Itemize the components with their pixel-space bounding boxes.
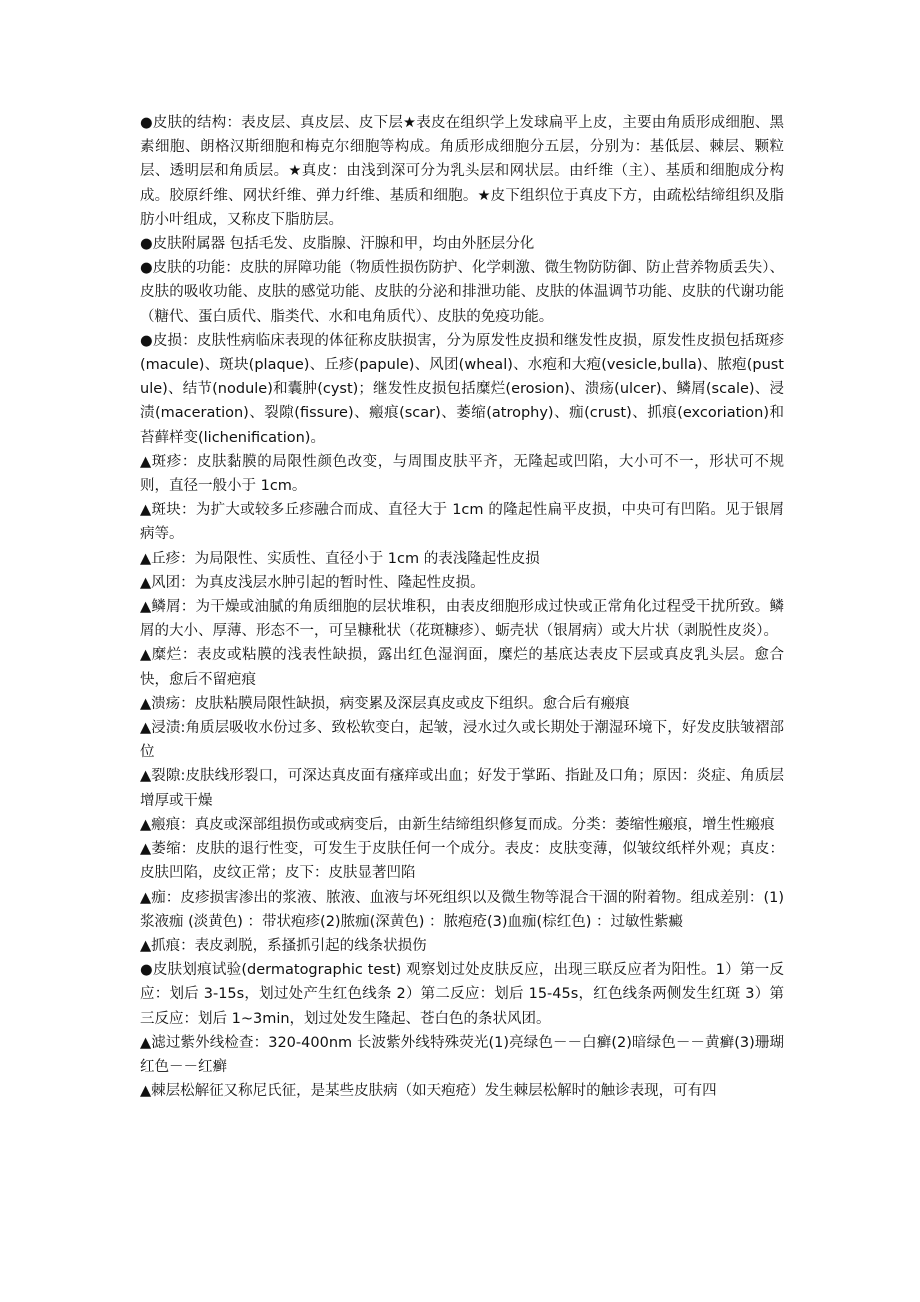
paragraph-atrophy: ▲萎缩：皮肤的退行性变，可发生于皮肤任何一个成分。表皮：皮肤变薄，似皱纹纸样外观；真皮：皮肤凹陷，皮纹正常；皮下：皮肤显著凹陷 xyxy=(140,841,784,882)
paragraph-crust: ▲痂：皮疹损害渗出的浆液、脓液、血液与坏死组织以及微生物等混合干涸的附着物。组成差别：(1)浆液痂 (淡黄色) ：带状疱疹(2)脓痂(深黄色) ：脓疱疮(3)血痂(棕红色) ：过敏性紫癜 xyxy=(140,889,784,930)
paragraph-skin-lesions: ●皮损：皮肤性病临床表现的体征称皮肤损害，分为原发性皮损和继发性皮损，原发性皮损包括斑疹(macule)、斑块(plaque)、丘疹(papule)、风团(wheal)、水疱和大疱(vesicle,bulla)、脓疱(pustule)、结节(nodule)和囊肿(cyst)；继发性皮损包括糜烂(erosion)、溃疡(ulcer)、鳞屑(scale)、浸渍(maceration)、裂隙(fissure)、瘢痕(scar)、萎缩(atrophy)、痂(crust)、抓痕(excoriation)和苔藓样变(lichenification)。 xyxy=(140,332,784,446)
paragraph-erosion: ▲糜烂：表皮或粘膜的浅表性缺损，露出红色湿润面，糜烂的基底达表皮下层或真皮乳头层。愈合快，愈后不留疤痕 xyxy=(140,647,784,688)
paragraph-skin-functions: ●皮肤的功能：皮肤的屏障功能（物质性损伤防护、化学刺激、微生物防防御、防止营养物质丢失）、皮肤的吸收功能、皮肤的感觉功能、皮肤的分泌和排泄功能、皮肤的体温调节功能、皮肤的代谢功能（糖代、蛋白质代、脂类代、水和电角质代）、皮肤的免疫功能。 xyxy=(140,260,784,325)
paragraph-scar: ▲瘢痕：真皮或深部组损伤或或病变后，由新生结缔组织修复而成。分类：萎缩性瘢痕，增生性瘢痕 xyxy=(140,816,775,833)
paragraph-skin-structure: ●皮肤的结构：表皮层、真皮层、皮下层★表皮在组织学上发球扁平上皮，主要由角质形成细胞、黑素细胞、朗格汉斯细胞和梅克尔细胞等构成。角质形成细胞分五层，分别为：基低层、棘层、颗粒层、透明层和角质层。★真皮：由浅到深可分为乳头层和网状层。由纤维（主）、基质和细胞成分构成。胶原纤维、网状纤维、弹力纤维、基质和细胞。★皮下组织位于真皮下方，由疏松结缔组织及脂肪小叶组成，又称皮下脂肪层。 xyxy=(140,115,784,228)
document-body xyxy=(140,111,784,1103)
paragraph-scale: ▲鳞屑：为干燥或油腻的角质细胞的层状堆积，由表皮细胞形成过快或正常角化过程受干扰所致。鳞屑的大小、厚薄、形态不一，可呈糠秕状（花斑糠疹）、蛎壳状（银屑病）或大片状（剥脱性皮炎）。 xyxy=(140,599,784,640)
paragraph-papule: ▲丘疹：为局限性、实质性、直径小于 1cm 的表浅隆起性皮损 xyxy=(140,550,540,567)
paragraph-dermatographic-test: ●皮肤划痕试验(dermatographic test) 观察划过处皮肤反应，出现三联反应者为阳性。1）第一反应：划后 3-15s，划过处产生红色线条 2）第二反应：划后 15-45s，红色线条两侧发生红斑 3）第三反应：划后 1~3min，划过处发生隆起、苍白色的条状风团。 xyxy=(140,962,784,1027)
paragraph-plaque: ▲斑块：为扩大或较多丘疹融合而成、直径大于 1cm 的隆起性扁平皮损，中央可有凹陷。见于银屑病等。 xyxy=(140,502,784,543)
paragraph-wheal: ▲风团：为真皮浅层水肿引起的暂时性、隆起性皮损。 xyxy=(140,574,485,591)
paragraph-excoriation: ▲抓痕：表皮剥脱，系搔抓引起的线条状损伤 xyxy=(140,937,427,954)
paragraph-nikolsky-sign: ▲棘层松解征又称尼氏征，是某些皮肤病（如天疱疮）发生棘层松解时的触诊表现，可有四 xyxy=(140,1083,717,1100)
paragraph-maceration: ▲浸渍:角质层吸收水份过多、致松软变白，起皱，浸水过久或长期处于潮湿环境下，好发皮肤皱褶部位 xyxy=(140,720,784,761)
paragraph-ulcer: ▲溃疡：皮肤粘膜局限性缺损，病变累及深层真皮或皮下组织。愈合后有瘢痕 xyxy=(140,695,630,712)
paragraph-macule: ▲斑疹：皮肤黏膜的局限性颜色改变，与周围皮肤平齐，无隆起或凹陷，大小可不一，形状可不规则，直径一般小于 1cm。 xyxy=(140,453,784,495)
paragraph-fissure: ▲裂隙:皮肤线形裂口，可深达真皮面有瘙痒或出血；好发于掌跖、指趾及口角；原因：炎症、角质层增厚或干燥 xyxy=(140,768,784,809)
paragraph-wood-lamp: ▲滤过紫外线检查：320-400nm 长波紫外线特殊荧光(1)亮绿色－－白癣(2)暗绿色－－黄癣(3)珊瑚红色－－红癣 xyxy=(140,1034,784,1075)
paragraph-skin-appendages: ●皮肤附属器 包括毛发、皮脂腺、汗腺和甲，均由外胚层分化 xyxy=(140,236,535,253)
